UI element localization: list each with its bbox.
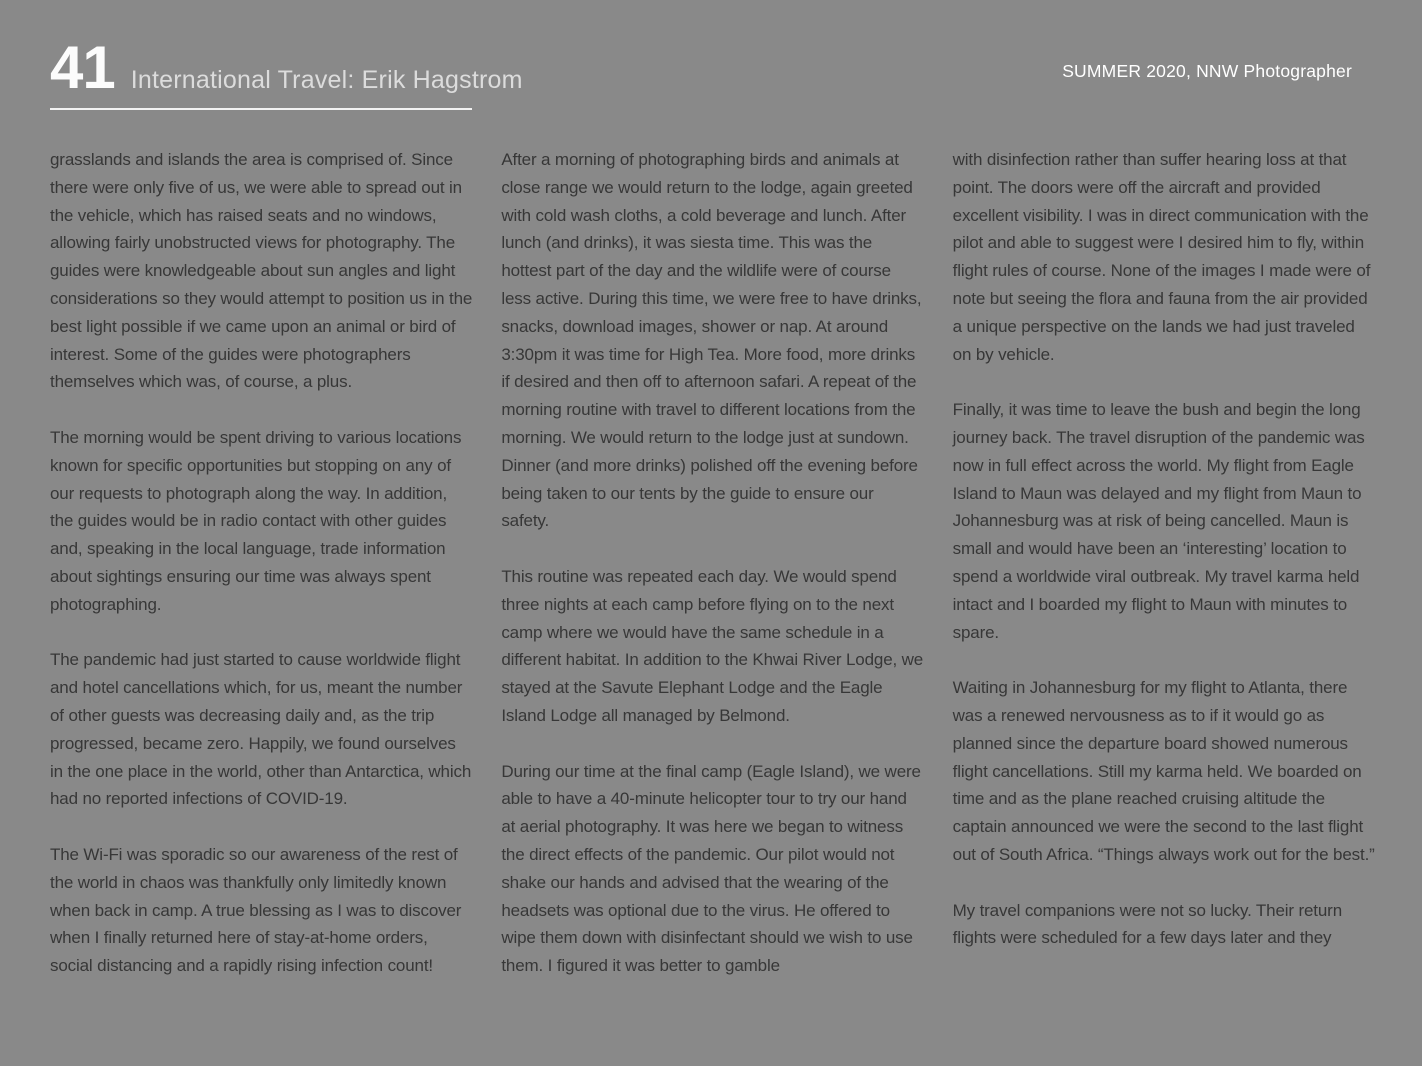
paragraph: During our time at the final camp (Eagle Island), we were able to have a 40-minute helicopter tour to try our hand at aerial photography. It was here we began to witness the direct effects of the pandemic. Our pilot would not shake our hands and advised that the wearing of the headsets was optional due to the virus. He offered to wipe them down with disinfectant should we wish to use them. I figured it was better to gamble — [501, 761, 921, 976]
text-column-3 — [953, 146, 1375, 1008]
paragraph: The pandemic had just started to cause worldwide flight and hotel cancellations which, for us, meant the number of other guests was decreasing daily and, as the trip progressed, became zero. Happily, we found ourselves in the one place in the world, other than Antarctica, which had no reported infections of COVID-19. — [50, 650, 472, 809]
issue-label: SUMMER 2020, NNW Photographer — [1062, 61, 1352, 81]
paragraph: The Wi-Fi was sporadic so our awareness of the rest of the world in chaos was thankfully only limitedly known when back in camp. A true blessing as I was to discover when I finally returned here of stay-at-home orders, social distancing and a rapidly rising infection count! — [50, 844, 462, 976]
page-title: International Travel: Erik Hagstrom — [130, 66, 523, 94]
paragraph: with disinfection rather than suffer hearing loss at that point. The doors were off the aircraft and provided excellent visibility. I was in direct communication with the pilot and able to suggest were I desired him to fly, within flight rules of course. None of the images I made were of note but seeing the flora and fauna from the air provided a unique perspective on the lands we had just traveled on by vehicle. — [952, 150, 1371, 364]
paragraph: Finally, it was time to leave the bush and begin the long journey back. The travel disruption of the pandemic was now in full effect across the world. My flight from Eagle Island to Maun was delayed and my flight from Maun to Johannesburg was at risk of being cancelled. Maun is small and would have been an ‘interesting’ location to spend a worldwide viral outbreak. My travel karma held intact and I boarded my flight to Maun with minutes to spare. — [952, 400, 1365, 642]
paragraph: After a morning of photographing birds and animals at close range we would return to the lodge, again greeted with cold wash cloths, a cold beverage and lunch. After lunch (and drinks), it was siesta time. This was the hottest part of the day and the wildlife were of course less active. During this time, we were free to have drinks, snacks, download images, shower or nap. At around 3:30pm it was time for High Tea. More food, more drinks if desired and then off to afternoon safari. A repeat of the morning routine with travel to different locations from the morning. We would return to the lodge just at sundown. Dinner (and more drinks) polished off the evening before being taken to our tents by the guide to ensure our safety. — [501, 150, 922, 531]
page-number: 41 — [50, 34, 115, 101]
paragraph: This routine was repeated each day. We would spend three nights at each camp before flying on to the next camp where we would have the same schedule in a different habitat. In addition to the Khwai River Lodge, we stayed at the Savute Elephant Lodge and the Eagle Island Lodge all managed by Belmond. — [501, 566, 924, 725]
text-column-1 — [50, 146, 472, 1008]
paragraph: Waiting in Johannesburg for my flight to Atlanta, there was a renewed nervousness as to if it would go as planned since the departure board showed numerous flight cancellations. Still my karma held. We boarded on time and as the plane reached cruising altitude the captain announced we were the second to the last flight out of South Africa. “Things always work out for the best.” — [952, 678, 1375, 864]
paragraph: My travel companions were not so lucky. Their return flights were scheduled for a few days later and they — [952, 900, 1342, 948]
article-body — [50, 146, 1375, 1008]
text-column-2 — [501, 146, 923, 1008]
paragraph: grasslands and islands the area is comprised of. Since there were only five of us, we were able to spread out in the vehicle, which has raised seats and no windows, allowing fairly unobstructed views for photography. The guides were knowledgeable about sun angles and light considerations so they would attempt to position us in the best light possible if we came upon an animal or bird of interest. Some of the guides were photographers themselves which was, of course, a plus. — [50, 150, 473, 392]
paragraph: The morning would be spent driving to various locations known for specific opportunities but stopping on any of our requests to photograph along the way. In addition, the guides would be in radio contact with other guides and, speaking in the local language, trade information about sightings ensuring our time was always spent photographing. — [50, 427, 462, 614]
page-header — [50, 34, 523, 110]
